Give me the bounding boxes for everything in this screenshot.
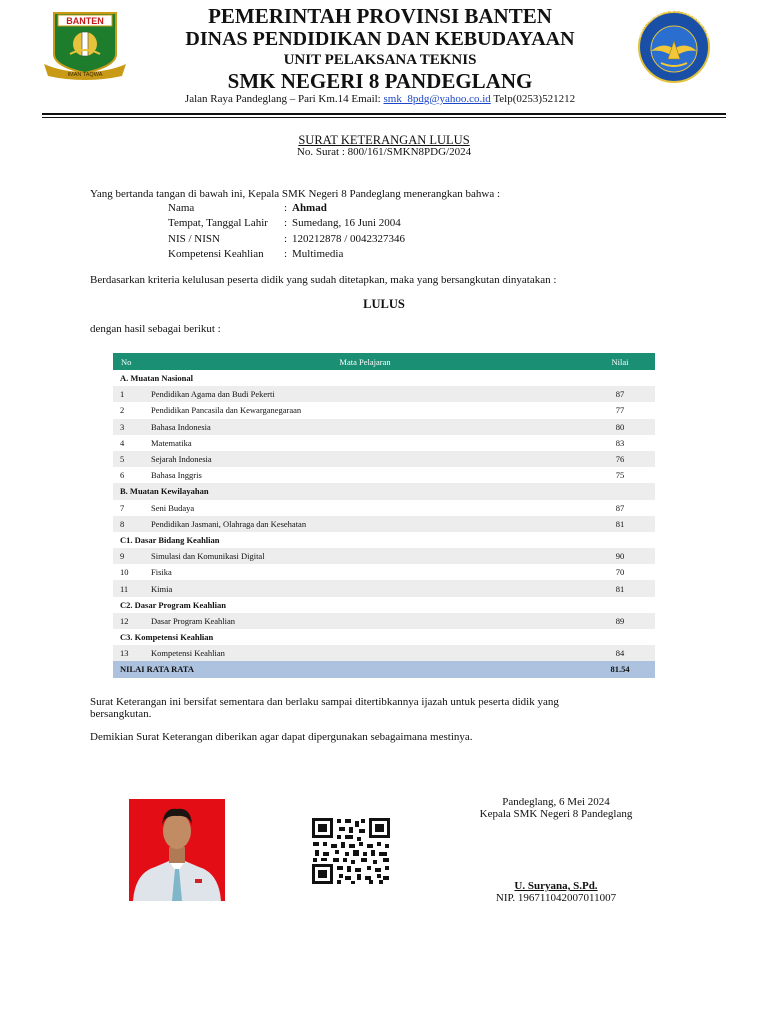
row-number: 11 — [113, 580, 145, 596]
table-row — [113, 402, 655, 418]
grades-table-body — [113, 370, 655, 661]
header-department: DINAS PENDIDIKAN DAN KEBUDAYAAN — [185, 28, 575, 50]
student-nis-row: NIS / NISN : 120212878 / 0042327346 — [168, 233, 406, 245]
subject-name: Pendidikan Agama dan Budi Pekerti — [145, 386, 585, 402]
category-row — [113, 597, 655, 613]
subject-name: Sejarah Indonesia — [145, 451, 585, 467]
result-intro-text: dengan hasil sebagai berikut : — [90, 323, 221, 335]
subject-grade: 80 — [585, 419, 655, 435]
signature-place-date: Pandeglang, 6 Mei 2024 — [502, 796, 610, 808]
subject-name: Kimia — [145, 580, 585, 596]
category-row — [113, 629, 655, 645]
category-label: A. Muatan Nasional — [120, 373, 193, 384]
signatory-name: U. Suryana, S.Pd. — [514, 880, 598, 892]
header-rule-thick — [42, 113, 726, 115]
subject-grade: 89 — [585, 613, 655, 629]
subject-grade: 75 — [615, 470, 625, 481]
student-birth: Sumedang, 16 Juni 2004 — [292, 217, 401, 229]
student-major-row: Kompetensi Keahlian : Multimedia — [168, 248, 344, 260]
student-major: Multimedia — [292, 248, 344, 260]
row-number: 4 — [120, 437, 125, 448]
school-logo — [625, 11, 723, 83]
header-government: PEMERINTAH PROVINSI BANTEN — [208, 4, 552, 28]
row-number: 10 — [120, 567, 129, 578]
graduation-status: LULUS — [363, 297, 405, 311]
phone-text: Telp(0253)521212 — [490, 93, 576, 105]
average-value: 81.54 — [585, 661, 655, 677]
subject-name: Bahasa Inggris — [151, 470, 202, 481]
logo-left-ribbon: IMAN TAQWA — [67, 72, 103, 78]
average-label: NILAI RATA RATA — [113, 661, 585, 677]
criteria-text: Berdasarkan kriteria kelulusan peserta didik yang sudah ditetapkan, maka yang bersangkutan dinyatakan : — [90, 274, 557, 286]
row-number: 5 — [113, 451, 145, 467]
column-header-subject: Mata Pelajaran — [145, 353, 585, 370]
header-unit: UNIT PELAKSANA TEKNIS — [283, 52, 477, 68]
column-header-no: No — [113, 353, 145, 370]
validity-note-line1: Surat Keterangan ini bersifat sementara dan berlaku sampai ditertibkannya ijazah untuk peserta didik yang — [90, 696, 559, 708]
grades-table — [113, 353, 655, 678]
student-name-row: Nama : Ahmad — [168, 202, 327, 214]
table-row — [113, 613, 655, 629]
category-row — [113, 370, 655, 386]
subject-grade: 83 — [615, 437, 625, 448]
table-row — [113, 435, 655, 451]
average-row — [113, 661, 655, 677]
table-row — [113, 516, 655, 532]
closing-text: Demikian Surat Keterangan diberikan agar dapat dipergunakan sebagaimana mestinya. — [90, 731, 473, 743]
subject-name: Simulasi dan Komunikasi Digital — [145, 548, 585, 564]
student-birth-row: Tempat, Tanggal Lahir : Sumedang, 16 Juni 2004 — [168, 217, 401, 229]
student-nis-label: NIS / NISN — [168, 233, 220, 245]
email-link[interactable]: smk_8pdg@yahoo.co.id — [383, 93, 491, 105]
table-row — [113, 467, 655, 483]
table-row — [113, 580, 655, 596]
header-school-name: SMK NEGERI 8 PANDEGLANG — [227, 69, 533, 93]
subject-name: Fisika — [151, 567, 172, 578]
qr-code — [311, 817, 391, 885]
row-number: 8 — [113, 516, 145, 532]
subject-name: Matematika — [151, 437, 192, 448]
table-row — [113, 419, 655, 435]
subject-name: Pendidikan Pancasila dan Kewarganegaraan — [151, 405, 302, 416]
subject-grade: 81 — [585, 516, 655, 532]
student-birth-label: Tempat, Tanggal Lahir — [168, 217, 268, 229]
subject-name: Kompetensi Keahlian — [145, 645, 585, 661]
category-label: C3. Kompetensi Keahlian — [120, 632, 214, 643]
row-number: 13 — [113, 645, 145, 661]
category-row — [113, 483, 655, 499]
row-number: 7 — [120, 502, 125, 513]
logo-left-text: BANTEN — [66, 16, 104, 26]
table-row — [113, 386, 655, 402]
document-title: SURAT KETERANGAN LULUS — [298, 133, 470, 147]
grades-table-header — [113, 353, 655, 370]
table-row — [113, 548, 655, 564]
row-number: 2 — [120, 405, 125, 416]
subject-grade: 70 — [615, 567, 625, 578]
subject-name: Seni Budaya — [151, 502, 195, 513]
subject-name: Dasar Program Keahlian — [145, 613, 585, 629]
row-number: 1 — [113, 386, 145, 402]
row-number: 3 — [113, 419, 145, 435]
category-row — [113, 532, 655, 548]
row-number: 6 — [120, 470, 125, 481]
document-number: No. Surat : 800/161/SMKN8PDG/2024 — [296, 146, 472, 158]
student-major-label: Kompetensi Keahlian — [168, 248, 264, 260]
row-number: 12 — [113, 613, 145, 629]
subject-grade: 90 — [585, 548, 655, 564]
address-text: Jalan Raya Pandeglang – Pari Km.14 Email: — [184, 93, 384, 105]
column-header-grade: Nilai — [585, 353, 655, 370]
table-row — [113, 451, 655, 467]
category-label: C2. Dasar Program Keahlian — [120, 599, 226, 610]
category-label: C1. Dasar Bidang Keahlian — [120, 534, 220, 545]
table-row — [113, 564, 655, 580]
subject-grade: 76 — [585, 451, 655, 467]
student-nis: 120212878 / 0042327346 — [292, 233, 406, 245]
category-label: B. Muatan Kewilayahan — [113, 483, 655, 499]
subject-grade: 87 — [615, 502, 625, 513]
student-name: Ahmad — [292, 202, 327, 214]
subject-grade: 87 — [585, 386, 655, 402]
table-row — [113, 500, 655, 516]
table-row — [113, 645, 655, 661]
banten-province-logo — [42, 10, 128, 80]
subject-grade: 77 — [615, 405, 625, 416]
logo-right-text: SMK NEGERI ANDEGLANG — [635, 11, 713, 40]
header-rule-thin — [42, 117, 726, 118]
student-photo — [129, 799, 225, 901]
header-address — [130, 93, 630, 105]
intro-text: Yang bertanda tangan di bawah ini, Kepala SMK Negeri 8 Pandeglang menerangkan bahwa : — [90, 188, 501, 200]
subject-grade: 81 — [585, 580, 655, 596]
row-number: 9 — [113, 548, 145, 564]
subject-name: Pendidikan Jasmani, Olahraga dan Kesehatan — [145, 516, 585, 532]
subject-name: Bahasa Indonesia — [145, 419, 585, 435]
signature-role: Kepala SMK Negeri 8 Pandeglang — [479, 808, 633, 820]
signatory-nip: NIP. 196711042007011007 — [495, 892, 617, 904]
validity-note-line2: bersangkutan. — [90, 708, 152, 720]
subject-grade: 84 — [585, 645, 655, 661]
student-name-label: Nama — [168, 202, 195, 214]
